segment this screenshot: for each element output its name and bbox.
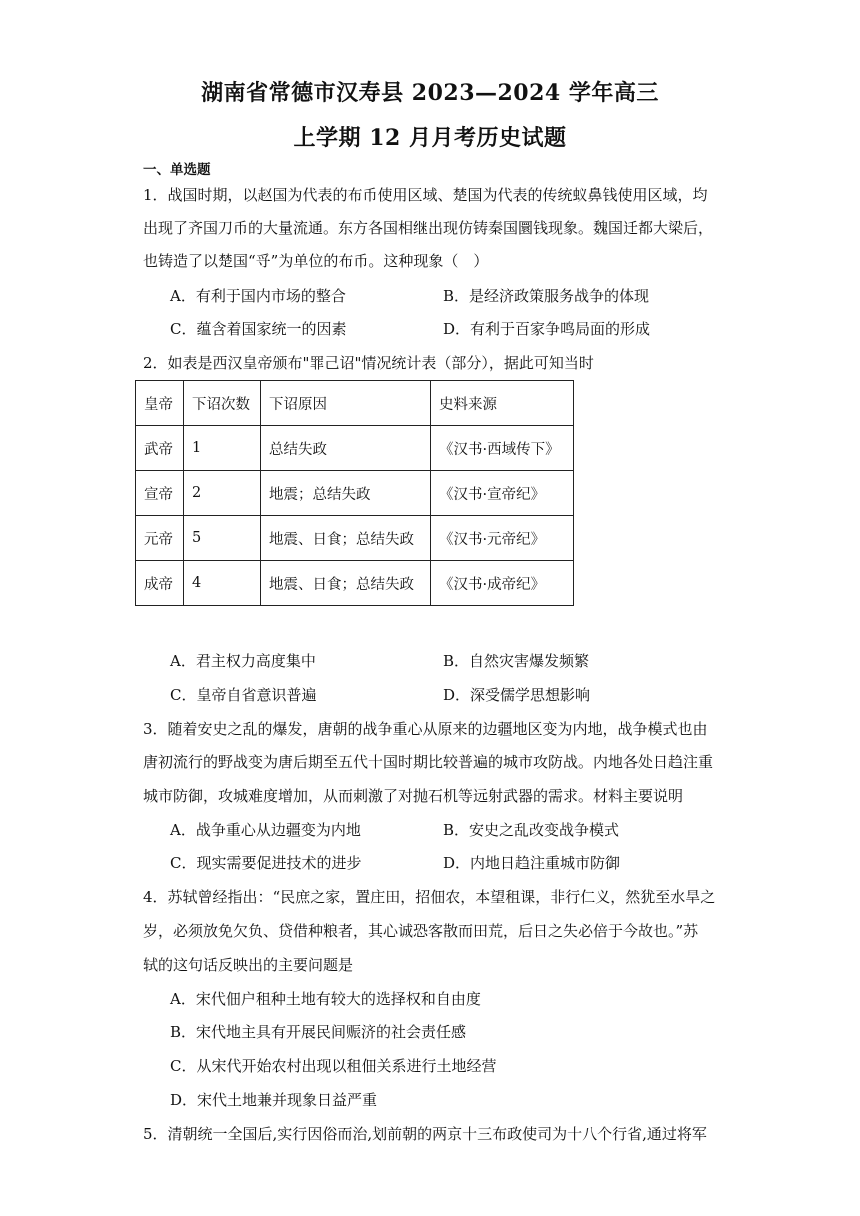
question-2-option-c: C．皇帝自省意识普遍 xyxy=(170,686,317,704)
table-row xyxy=(136,561,574,606)
table-cell: 地震、日食；总结失政 xyxy=(261,561,431,606)
table-cell: 1 xyxy=(184,426,261,471)
question-3-option-b: B．安史之乱改变战争模式 xyxy=(443,821,620,839)
edict-table xyxy=(135,380,574,606)
table-cell: 《汉书·元帝纪》 xyxy=(431,516,574,561)
question-4-option-b: B．宋代地主具有开展民间赈济的社会责任感 xyxy=(170,1023,467,1041)
table-cell: 总结失政 xyxy=(261,426,431,471)
table-cell: 武帝 xyxy=(136,426,184,471)
question-1-option-b: B．是经济政策服务战争的体现 xyxy=(443,287,650,305)
question-3-line: 城市防御，攻城难度增加，从而刺激了对抛石机等远射武器的需求。材料主要说明 xyxy=(143,787,684,805)
table-cell: 2 xyxy=(184,471,261,516)
question-4-option-d: D．宋代土地兼并现象日益严重 xyxy=(170,1091,378,1109)
question-3-option-a: A．战争重心从边疆变为内地 xyxy=(170,821,361,839)
question-1-line: 1．战国时期，以赵国为代表的布币使用区域、楚国为代表的传统蚁鼻钱使用区域，均 xyxy=(143,186,708,204)
question-4-line: 4．苏轼曾经指出：“民庶之家，置庄田，招佃农，本望租课，非行仁义，然犹至水旱之 xyxy=(143,888,716,906)
question-1-option-d: D．有利于百家争鸣局面的形成 xyxy=(443,320,651,338)
question-2-option-a: A．君主权力高度集中 xyxy=(170,652,316,670)
question-1-option-c: C．蕴含着国家统一的因素 xyxy=(170,320,347,338)
table-cell: 地震、日食；总结失政 xyxy=(261,516,431,561)
table-cell: 5 xyxy=(184,516,261,561)
table-cell: 《汉书·西域传下》 xyxy=(431,426,574,471)
page-title-line-2: 上学期 12 月月考历史试题 xyxy=(293,125,567,151)
question-3-line: 唐初流行的野战变为唐后期至五代十国时期比较普遍的城市攻防战。内地各处日趋注重 xyxy=(143,753,714,771)
table-cell: 宣帝 xyxy=(136,471,184,516)
table-cell: 《汉书·成帝纪》 xyxy=(431,561,574,606)
table-header-cell: 皇帝 xyxy=(136,381,184,426)
question-4-line: 轼的这句话反映出的主要问题是 xyxy=(143,956,354,974)
table-row xyxy=(136,516,574,561)
table-header-cell: 史料来源 xyxy=(431,381,574,426)
table-cell: 4 xyxy=(184,561,261,606)
question-3-option-d: D．内地日趋注重城市防御 xyxy=(443,854,621,872)
table-row xyxy=(136,471,574,516)
table-header-row xyxy=(136,381,574,426)
question-2-option-d: D．深受儒学思想影响 xyxy=(443,686,591,704)
question-3-option-c: C．现实需要促进技术的进步 xyxy=(170,854,362,872)
table-cell: 地震；总结失政 xyxy=(261,471,431,516)
question-1-option-a: A．有利于国内市场的整合 xyxy=(170,287,346,305)
question-4-option-c: C．从宋代开始农村出现以租佃关系进行土地经营 xyxy=(170,1057,497,1075)
question-2-line: 2．如表是西汉皇帝颁布"罪己诏"情况统计表（部分），据此可知当时 xyxy=(143,354,594,372)
section-heading: 一、单选题 xyxy=(143,162,211,178)
table-row xyxy=(136,426,574,471)
table-cell: 《汉书·宣帝纪》 xyxy=(431,471,574,516)
question-4-option-a: A．宋代佃户租种土地有较大的选择权和自由度 xyxy=(170,990,481,1008)
question-5-line: 5．清朝统一全国后,实行因俗而治,划前朝的两京十三布政使司为十八个行省,通过将军 xyxy=(143,1125,707,1143)
table-cell: 元帝 xyxy=(136,516,184,561)
question-1-line: 也铸造了以楚国“寽”为单位的布币。这种现象（ ） xyxy=(143,252,489,270)
page-title-line-1: 湖南省常德市汉寿县 2023—2024 学年高三 xyxy=(201,80,659,106)
question-4-line: 岁，必须放免欠负、贷借种粮者，其心诚恐客散而田荒，后日之失必倍于今故也。”苏 xyxy=(143,922,699,940)
question-1-line: 出现了齐国刀币的大量流通。东方各国相继出现仿铸秦国圜钱现象。魏国迁都大梁后， xyxy=(143,219,714,237)
question-2-option-b: B．自然灾害爆发频繁 xyxy=(443,652,590,670)
question-3-line: 3．随着安史之乱的爆发，唐朝的战争重心从原来的边疆地区变为内地，战争模式也由 xyxy=(143,720,708,738)
table-cell: 成帝 xyxy=(136,561,184,606)
table-header-cell: 下诏次数 xyxy=(184,381,261,426)
table-header-cell: 下诏原因 xyxy=(261,381,431,426)
